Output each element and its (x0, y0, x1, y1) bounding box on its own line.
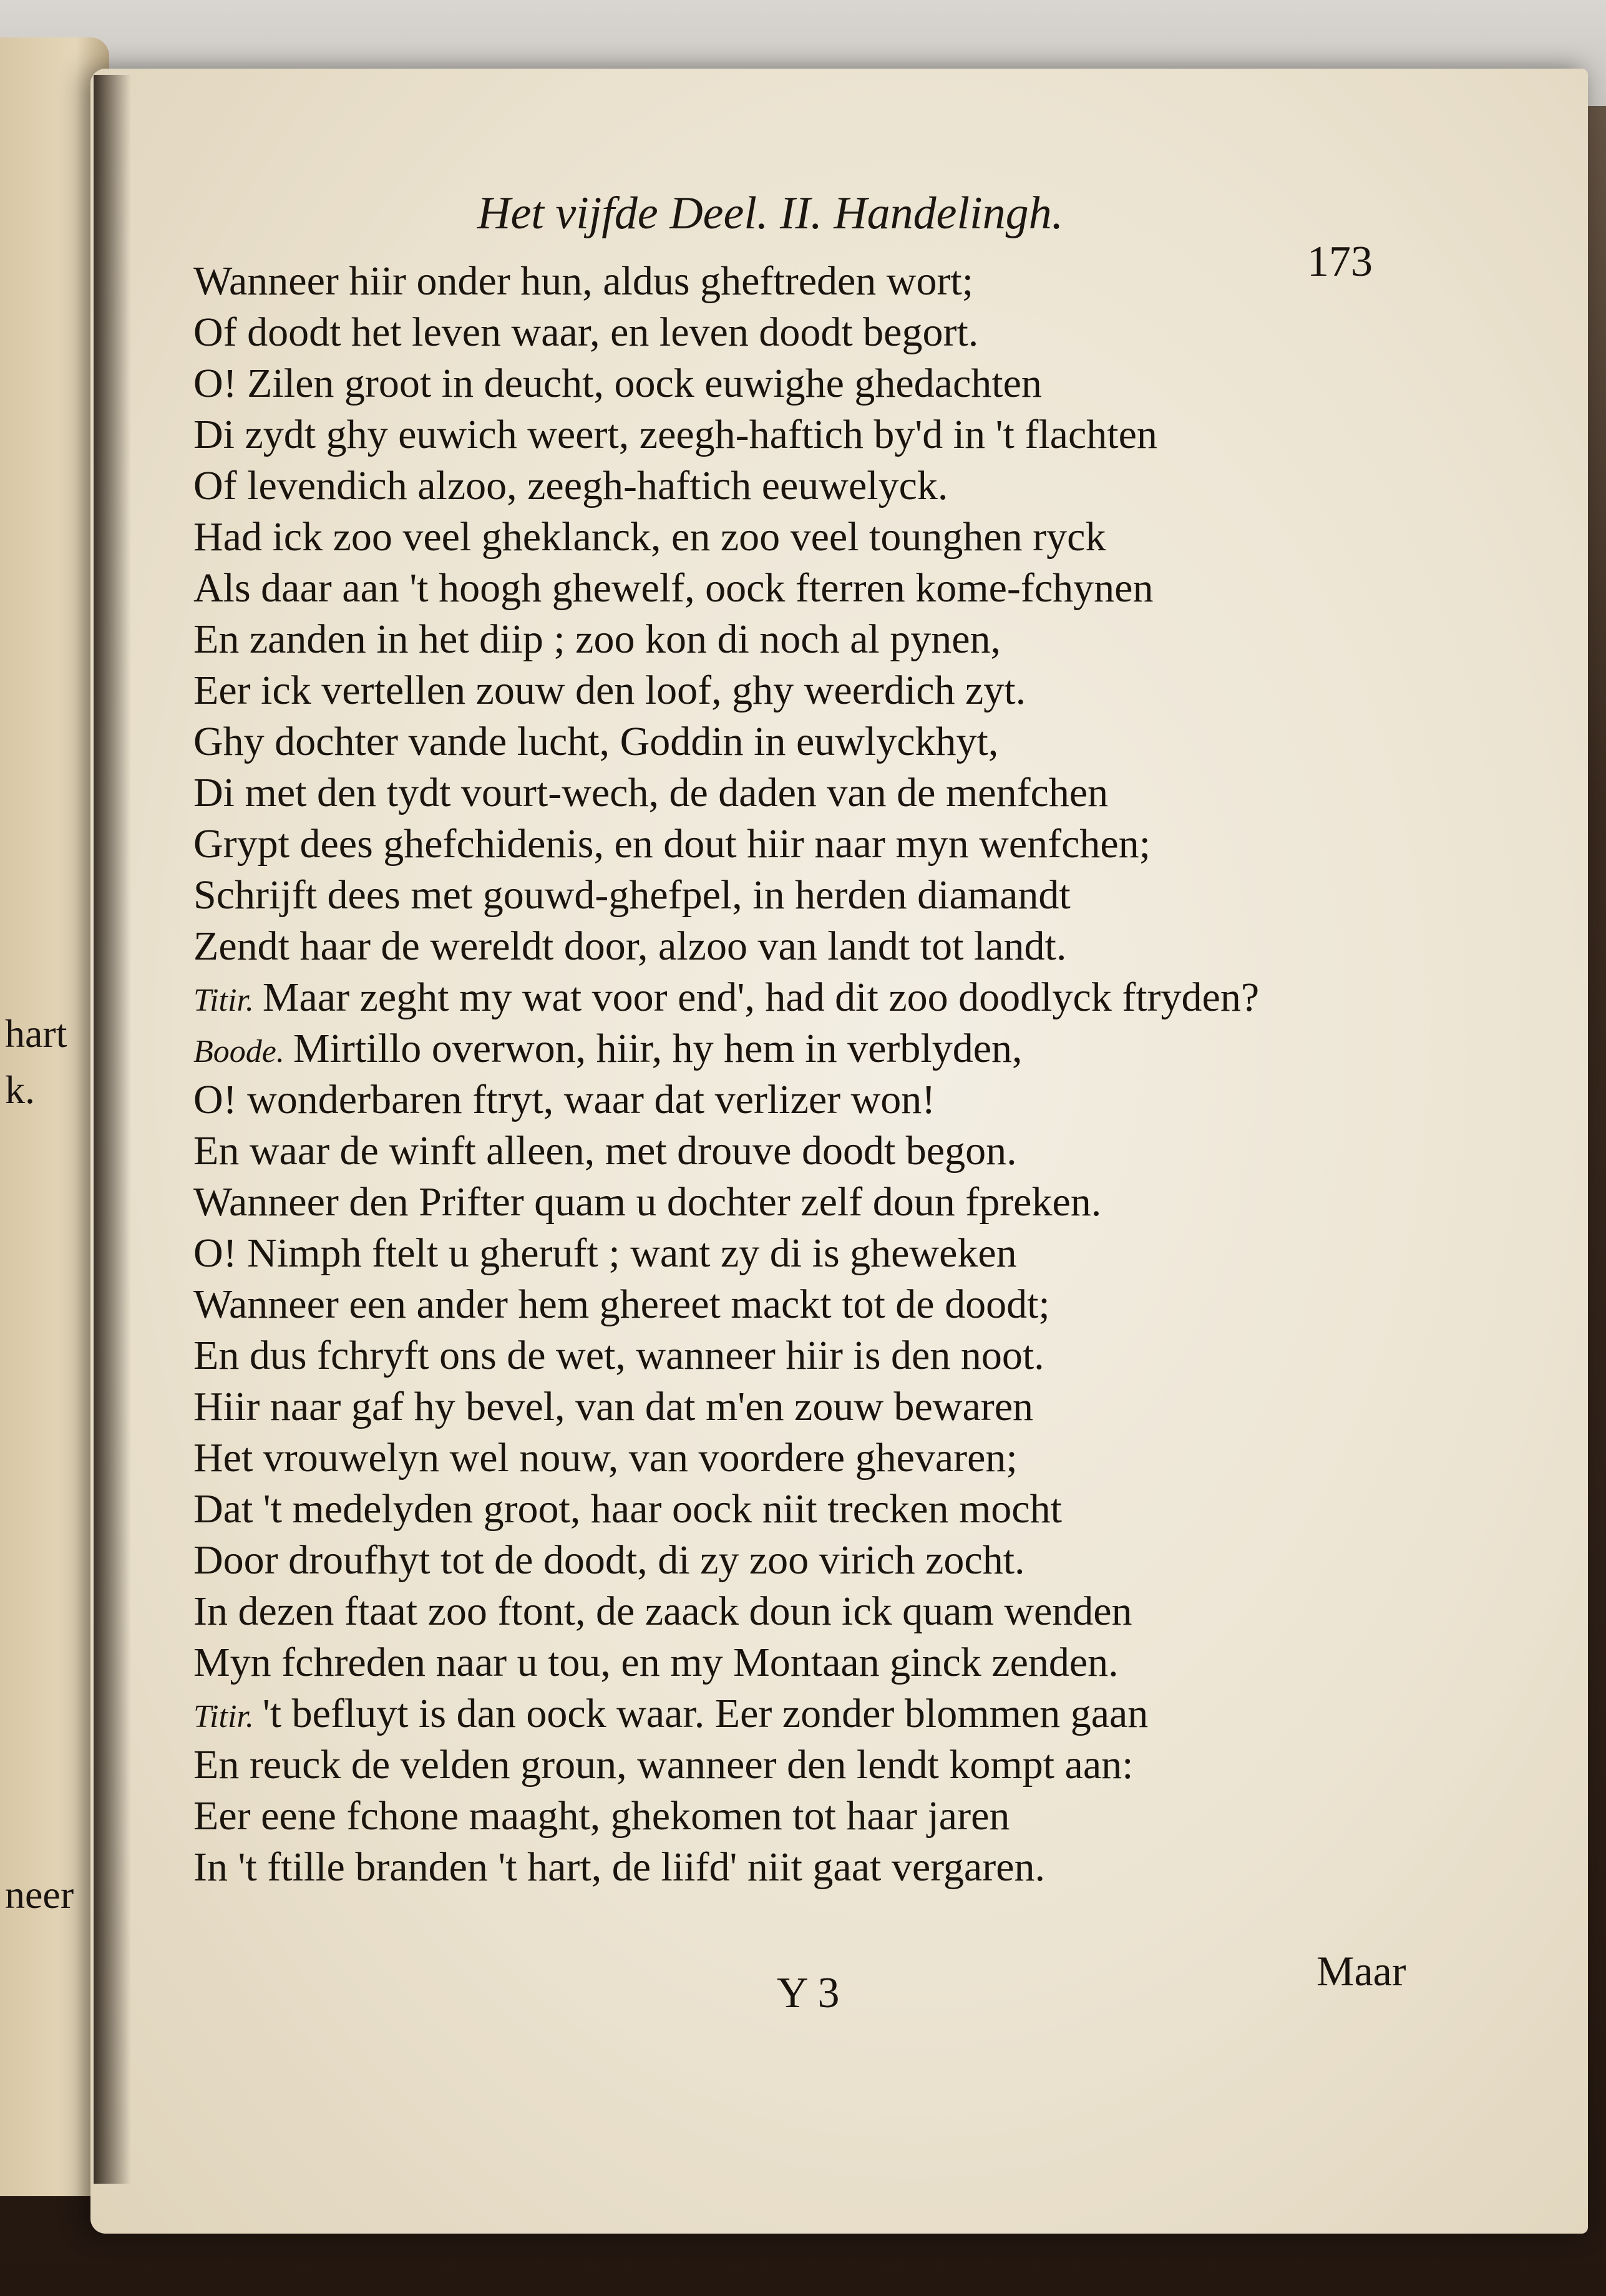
verse-line-text: Wanneer een ander hem ghereet mackt tot de doodt; (193, 1282, 1050, 1327)
signature-mark: Y 3 (777, 1969, 840, 2017)
verse-line (193, 1535, 1504, 1586)
verse-line (193, 1586, 1504, 1637)
verse-line-text: Mirtillo overwon, hiir, hy hem in verblyden, (293, 1026, 1023, 1071)
verse-line (193, 512, 1504, 563)
verse-line (193, 409, 1504, 460)
verse-line (193, 767, 1504, 819)
verse-line-text: Het vrouwelyn wel nouw, van voordere ghevaren; (193, 1435, 1018, 1481)
verse-line-text: Of levendich alzoo, zeegh-haftich eeuwelyck. (193, 463, 948, 508)
verse-line (193, 1688, 1504, 1739)
verse-line-text: Als daar aan 't hoogh ghewelf, oock fterren kome-fchynen (193, 565, 1154, 611)
verse-line-text: Wanneer hiir onder hun, aldus gheftreden wort; (193, 258, 974, 304)
verse-line-text: Di zydt ghy euwich weert, zeegh-haftich by'd in 't flachten (193, 412, 1157, 457)
verse-line-text: Zendt haar de wereldt door, alzoo van landt tot landt. (193, 923, 1067, 969)
verse-line-text: In dezen ftaat zoo ftont, de zaack doun ick quam wenden (193, 1588, 1132, 1634)
verse-line (193, 1842, 1504, 1893)
speaker-label: Boode. (193, 1034, 285, 1069)
verse-line-text: O! Nimph ftelt u gheruft ; want zy di is gheweken (193, 1230, 1017, 1276)
verse-line-text: Schrijft dees met gouwd-ghefpel, in herden diamandt (193, 872, 1071, 918)
verse-line-text: Maar zeght my wat voor end', had dit zoo doodlyck ftryden? (262, 975, 1260, 1020)
verse-line-text: En waar de winft alleen, met drouve doodt begon. (193, 1128, 1017, 1174)
verse-line-text: En reuck de velden groun, wanneer den lendt kompt aan: (193, 1742, 1134, 1788)
verse-line (193, 972, 1504, 1023)
catchword: Maar (1316, 1947, 1406, 1995)
verse-line (193, 1791, 1504, 1842)
verse-line (193, 460, 1504, 512)
verse-line (193, 1433, 1504, 1484)
verse-line-text: Di met den tydt vourt-wech, de daden van de menfchen (193, 770, 1109, 815)
verse-line-text: Had ick zoo veel gheklanck, en zoo veel tounghen ryck (193, 514, 1106, 560)
verse-line-text: Ghy dochter vande lucht, Goddin in euwlyckhyt, (193, 719, 999, 764)
verse-line (193, 1637, 1504, 1688)
verse-line (193, 716, 1504, 767)
gutter-shadow (94, 75, 131, 2184)
verse-line (193, 1330, 1504, 1381)
verse-line-text: 't befluyt is dan oock waar. Eer zonder blommen gaan (262, 1691, 1149, 1736)
verse-line-text: Eer eene fchone maaght, ghekomen tot haar jaren (193, 1793, 1010, 1839)
left-page-fragment: k. (5, 1068, 35, 1112)
verse-line (193, 1279, 1504, 1330)
verse-line-text: Dat 't medelyden groot, haar oock niit trecken mocht (193, 1486, 1062, 1532)
left-page-fragment: hart (5, 1011, 67, 1056)
verse-line-text: In 't ftille branden 't hart, de liifd' niit gaat vergaren. (193, 1844, 1045, 1890)
verse-line (193, 307, 1504, 358)
verse-line (193, 1484, 1504, 1535)
verse-line (193, 1074, 1504, 1126)
verse-line-text: Of doodt het leven waar, en leven doodt begort. (193, 309, 979, 355)
verse-line (193, 614, 1504, 665)
left-page-fragment: neer (5, 1872, 74, 1917)
verse-line-text: En dus fchryft ons de wet, wanneer hiir is den noot. (193, 1333, 1044, 1378)
verse-line (193, 1739, 1504, 1791)
speaker-label: Titir. (193, 983, 254, 1018)
verse-line-text: Eer ick vertellen zouw den loof, ghy weerdich zyt. (193, 668, 1026, 713)
verse-line-text: Wanneer den Prifter quam u dochter zelf doun fpreken. (193, 1179, 1102, 1225)
verse-line-text: Door droufhyt tot de doodt, di zy zoo virich zocht. (193, 1537, 1025, 1583)
verse-line (193, 358, 1504, 409)
verse-line-text: En zanden in het diip ; zoo kon di noch al pynen, (193, 616, 1001, 662)
verse-line (193, 870, 1504, 921)
book-page (90, 69, 1588, 2234)
verse-line-text: O! wonderbaren ftryt, waar dat verlizer won! (193, 1077, 936, 1122)
verse-line (193, 1126, 1504, 1177)
speaker-label: Titir. (193, 1699, 254, 1734)
verse-text (193, 256, 1504, 1893)
page-number: 173 (1307, 238, 1373, 286)
verse-line (193, 563, 1504, 614)
verse-line-text: Myn fchreden naar u tou, en my Montaan ginck zenden. (193, 1640, 1119, 1685)
verse-line-text: O! Zilen groot in deucht, oock euwighe ghedachten (193, 361, 1042, 406)
verse-line-text: Grypt dees ghefchidenis, en dout hiir naar myn wenfchen; (193, 821, 1151, 867)
verse-line (193, 819, 1504, 870)
verse-line-text: Hiir naar gaf hy bevel, van dat m'en zouw bewaren (193, 1384, 1034, 1429)
verse-line (193, 256, 1504, 307)
verse-line (193, 1228, 1504, 1279)
verse-line (193, 1023, 1504, 1074)
verse-line (193, 921, 1504, 972)
verse-line (193, 665, 1504, 716)
running-head: Het vijfde Deel. II. Handelingh. (477, 188, 1064, 239)
verse-line (193, 1381, 1504, 1433)
verse-line (193, 1177, 1504, 1228)
